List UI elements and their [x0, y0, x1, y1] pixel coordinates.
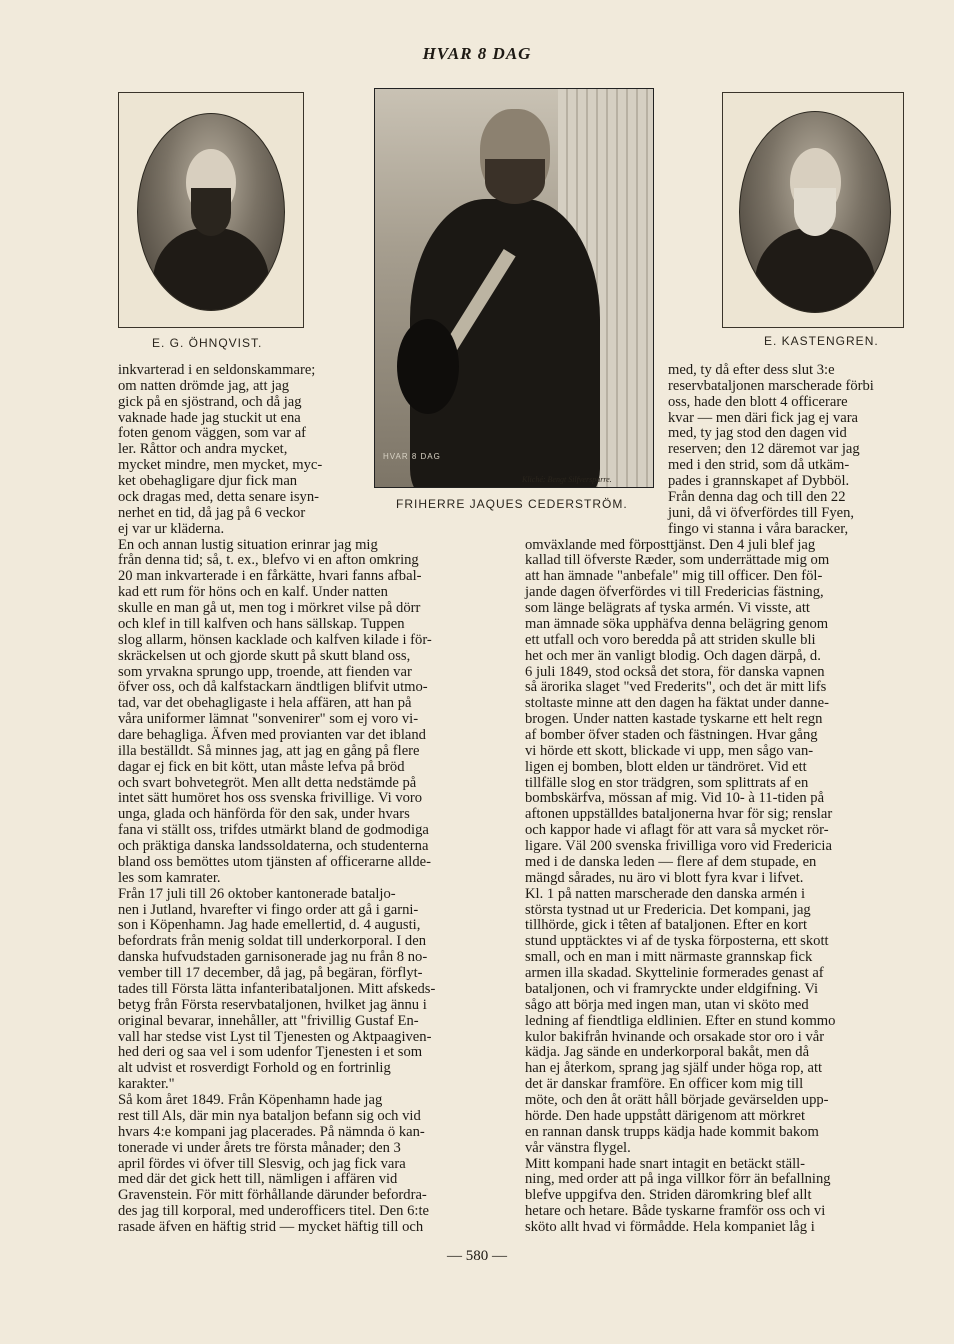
- left-column-line: nerhet en tid, då jag på 6 veckor: [118, 504, 306, 521]
- right-column-line: sågo att börja med ingen man, utan vi sköto med: [525, 996, 809, 1013]
- right-column-line: reserven; den 12 däremot var jag: [668, 441, 860, 458]
- right-column-line: af bomber öfver staden och fästningen. Hvar gång: [525, 727, 818, 743]
- left-column-line: illa beställdt. Så minnes jag, att jag en gång på flere: [118, 742, 420, 759]
- right-column-line: kvar — men däri fick jag ej vara: [668, 409, 859, 426]
- left-column-line: bland oss bemöttes utom tjänsten af officerarne allde-: [118, 853, 431, 870]
- right-column-line: brogen. Under natten kastade tyskarne ett helt regn: [525, 711, 823, 728]
- right-column-line: största tystnad ut ur Fredericia. Det kompani, jag: [525, 901, 811, 918]
- left-column-line: slog allarm, hönsen kacklade och kalfven kilade i för-: [118, 631, 432, 648]
- left-column-line: skulle en man gå ut, men tog i mörkret vilse på dörr: [118, 600, 421, 617]
- left-column-line: betyg från Första reservbataljonen, hvilket jag ännu i: [118, 996, 427, 1013]
- left-column-line: tades till Första lätta infanteribataljonen. Mitt afskeds-: [118, 980, 436, 997]
- left-column-line: och svart bohvetegröt. Men allt detta nedstämde på: [118, 774, 417, 791]
- right-column-line: med i de danska leden — flere af dem stupade, en: [525, 853, 817, 870]
- right-column-line: stund upptäcktes vi af de tyska förposterna, ett skott: [525, 933, 829, 950]
- right-column-line: stoltaste minne att den dagen ha fäktat under danne-: [525, 695, 829, 712]
- right-column-line: att han ämnade "anbefale" mig till officer. Den föl-: [525, 568, 823, 585]
- right-column-line: pades i grannskapet af Dybböl.: [668, 473, 850, 490]
- left-column-line: fana vi ställt oss, trifdes utmärkt bland de godmodiga: [118, 822, 429, 839]
- left-column-line: vember till 17 december, då jag, på begäran, förflyt-: [118, 965, 423, 982]
- right-column-line: ledning af fiendtliga eldlinien. Efter en stund kommo: [525, 1012, 836, 1029]
- left-column-line: våra uniformer lämnat "sonvenirer" som ej voro vi-: [118, 711, 419, 728]
- right-column-line: blefve uppgifva den. Striden däromkring blef allt: [525, 1187, 812, 1204]
- left-column-line: danska hufvudstaden garnisonerade jag nu från 8 no-: [118, 949, 428, 966]
- right-column-line: small, och en man i mitt närmaste grannskap fick: [525, 949, 813, 966]
- left-column-line: gick på en sjöstrand, och då jag: [118, 393, 302, 410]
- left-column-line: april fördes vi öfver till Slesvig, och jag fick vara: [118, 1155, 406, 1172]
- left-column-line: dagar ej fick en bit kött, utan måste lefva på bröd: [118, 758, 405, 775]
- left-column-line: öfver oss, och då kalfstackarn ändtligen blifvit utmo-: [118, 679, 428, 696]
- left-column-line: mycket mindre, men mycket, myc-: [118, 457, 323, 474]
- right-column-line: reservbataljonen marscherade förbi: [668, 377, 874, 394]
- right-column-line: kallad till öfverste Ræder, som underrättade mig om: [525, 552, 830, 569]
- right-column-line: som länge belägrats af tyska armén. Vi visste, att: [525, 600, 810, 617]
- right-column-line: 6 juli 1849, stod också det stora, för danska vapnen: [525, 663, 825, 680]
- portrait-ohnqvist: [137, 113, 285, 311]
- left-column-line: les som kamrater.: [118, 869, 221, 886]
- left-column-line: dare behagliga. Äfven med provianten var det ibland: [118, 727, 426, 743]
- left-column-line: Gravenstein. För mitt förhållande därunder befordra-: [118, 1187, 427, 1204]
- caption-kastengren: E. KASTENGREN.: [764, 334, 879, 348]
- left-column-line: hed deri og saa vel i som udenfor Tjenesten i et som: [118, 1044, 423, 1061]
- photo-credit: Kliché: Bengt Silfversparre.: [522, 475, 612, 484]
- right-column-line: vi hörde ett skott, blickade vi upp, men sågo van-: [525, 742, 814, 759]
- left-column-line: hvars 4:e kompani jag placerades. På nämnda ö kan-: [118, 1123, 425, 1140]
- right-column-line: han ej återkom, sprang jag själf under höga rop, att: [525, 1060, 823, 1077]
- left-column-line: rest till Als, där min nya bataljon befann sig och vid: [118, 1107, 421, 1124]
- right-column-line: mängd sårades, nu äro vi blott fyra kvar i lifvet.: [525, 869, 804, 886]
- left-column-line: rasade äfven en häftig strid — mycket häftig till och: [118, 1218, 424, 1235]
- left-column-line: nen i Jutland, hvarefter vi fingo order att gå i garni-: [118, 901, 419, 918]
- left-column-line: Så kom året 1849. Från Köpenhamn hade jag: [118, 1092, 383, 1109]
- page-number: — 580 —: [447, 1248, 507, 1264]
- left-column-line: vall har stedse vist Lyst til Tjenesten og Aktpaagiven-: [118, 1028, 432, 1045]
- left-column-line: befordrats från menig soldat till underkorporal. I den: [118, 933, 426, 950]
- right-column-line: med, ty jag stod den dagen vid: [668, 425, 847, 442]
- right-column-line: Mitt kompani hade snart intagit en betäckt ställ-: [525, 1155, 806, 1172]
- photo-stamp: HVAR 8 DAG: [383, 452, 441, 461]
- right-column-line: sköto allt hvad vi förmådde. Hela kompaniet låg i: [525, 1218, 815, 1235]
- right-column-line: med, ty då efter dess slut 3:e: [668, 362, 835, 378]
- left-column-line: ket obehagligare djur fick man: [118, 473, 298, 490]
- left-column-line: son i Köpenhamn. Jag hade emellertid, d. 4 augusti,: [118, 917, 421, 934]
- left-column-line: alt udvist et rosverdigt Forhold og en fortrinlig: [118, 1060, 391, 1077]
- left-column-line: 20 man inkvarterade i en fårkätte, hvari fanns afbal-: [118, 568, 422, 585]
- right-column-line: hetare och hetare. Både tyskarne framför oss och vi: [525, 1203, 826, 1220]
- left-column-line: från denna tid; så, t. ex., blefvo vi en afton omkring: [118, 552, 419, 569]
- right-column-line: vår vänstra flygel.: [525, 1139, 631, 1156]
- right-column-line: tillfälle slog en stor trädgren, som splittrats af en: [525, 774, 809, 791]
- right-column-line: en rannan dansk trupps kädja hade kommit bakom: [525, 1123, 819, 1140]
- right-column-line: oss, hade den blott 4 officerare: [668, 393, 848, 410]
- right-column-line: ligen ej bomben, blott elden ur tändröret. Vid ett: [525, 758, 807, 775]
- left-column-line: och klef in till kalfven och hans sällskap. Tuppen: [118, 615, 405, 632]
- right-column-line: hörde. Den hade uppstått därigenom att mörkret: [525, 1107, 806, 1124]
- left-column-line: ej var ur kläderna.: [118, 520, 225, 537]
- right-column-line: armen illa skadad. Skyttelinie formerades genast af: [525, 965, 824, 982]
- left-column-line: unga, glada och hänförda för den sak, under hvars: [118, 806, 410, 823]
- right-column-line: det är danskar framföre. En officer kom mig till: [525, 1076, 804, 1093]
- right-column-line: så ärorika slaget "ved Frederits", och det är mitt lifs: [525, 679, 827, 696]
- right-column-line: het och mer än vanligt blodig. Och dagen därpå, d.: [525, 647, 821, 664]
- left-column-line: original bevarar, innehåller, att "frivillig Gustaf En-: [118, 1012, 419, 1029]
- left-column-line: inkvarterad i en seldonskammare;: [118, 362, 316, 378]
- left-column-line: skräckelsen ut och gjorde skutt på skutt bland oss,: [118, 647, 411, 664]
- caption-cederstrom: FRIHERRE JAQUES CEDERSTRÖM.: [396, 497, 628, 511]
- right-column-line: med i den strid, som då utkäm-: [668, 457, 850, 474]
- right-column-line: och kappor hade vi aflagt för att vara så mycket rör-: [525, 822, 829, 839]
- left-column-line: som yrvakna sprungo upp, troende, att fienden var: [118, 663, 412, 680]
- left-column-line: foten genom väggen, som var af: [118, 425, 307, 442]
- left-column-line: med där det gick hett till, nämligen i affären vid: [118, 1171, 398, 1188]
- page-header: HVAR 8 DAG: [422, 44, 532, 63]
- left-column-line: des jag till korporal, med underofficers titel. Den 6:te: [118, 1203, 429, 1220]
- portrait-frame-kastengren: [722, 92, 904, 328]
- right-column-line: Kl. 1 på natten marscherade den danska armén i: [525, 885, 806, 902]
- right-column-line: Från denna dag och till den 22: [668, 488, 846, 505]
- right-column-line: aftonen uppställdes bataljonerna hvar för sig; renslar: [525, 806, 833, 823]
- right-column-line: bataljonen, och vi framryckte under eldgifning. Vi: [525, 980, 819, 997]
- left-column-line: kad ett rum för höns och en kalf. Under natten: [118, 584, 388, 601]
- right-column-line: omväxlande med förposttjänst. Den 4 juli blef jag: [525, 536, 816, 553]
- right-column-line: juni, då vi öfverfördes till Fyen,: [668, 504, 855, 521]
- left-column-line: vaknade hade jag stuckit ut ena: [118, 409, 301, 426]
- left-column-line: Från 17 juli till 26 oktober kantonerade bataljo-: [118, 885, 396, 902]
- left-column-line: och präktiga danska landssoldaterna, och studenterna: [118, 838, 429, 855]
- right-column-line: ning, med order att på inga villkor förr än befallning: [525, 1171, 831, 1188]
- right-column-line: jande dagen öfverfördes vi till Fredericias fästning,: [525, 584, 824, 601]
- right-column-line: möte, och den åt orätt håll började gevärselden upp-: [525, 1092, 829, 1109]
- left-column-line: ock dragas med, detta senare isyn-: [118, 488, 319, 505]
- right-column-line: kulor bakifrån hvinande och orsakade stor oro i vår: [525, 1028, 825, 1045]
- caption-ohnqvist: E. G. ÖHNQVIST.: [152, 336, 263, 350]
- right-column-line: kädja. Jag sände en underkorporal bakåt, men då: [525, 1044, 810, 1061]
- portrait-kastengren: [739, 111, 891, 313]
- right-column-line: ligare. Väl 200 svenska frivilliga voro vid Fredericia: [525, 838, 832, 855]
- left-column-line: ler. Råttor och andra mycket,: [118, 441, 288, 458]
- portrait-frame-ohnqvist: [118, 92, 304, 328]
- left-column-line: om natten drömde jag, att jag: [118, 377, 290, 394]
- right-column-line: fingo vi stanna i våra baracker,: [668, 520, 849, 537]
- right-column-line: man ämnade söka upphäfva denna belägring genom: [525, 615, 829, 632]
- right-column-line: ett utfall och voro beredda på att striden skulle bli: [525, 631, 816, 648]
- right-column-line: tillhörde, gick i têten af bataljonen. Efter en kort: [525, 917, 808, 934]
- left-column-line: En och annan lustig situation erinrar jag mig: [118, 536, 378, 553]
- left-column-line: tad, var det obehagligaste i hela affären, att han på: [118, 695, 412, 712]
- left-column-line: tonerade vi under årets tre första månader; den 3: [118, 1139, 401, 1156]
- left-column-line: karakter.": [118, 1076, 175, 1093]
- left-column-line: intet sätt humöret hos oss svenska frivillige. Vi voro: [118, 790, 423, 807]
- portrait-cederstrom: [374, 88, 654, 488]
- right-column-line: bombskärfva, mössan af mig. Vid 10- à 11-tiden på: [525, 790, 825, 807]
